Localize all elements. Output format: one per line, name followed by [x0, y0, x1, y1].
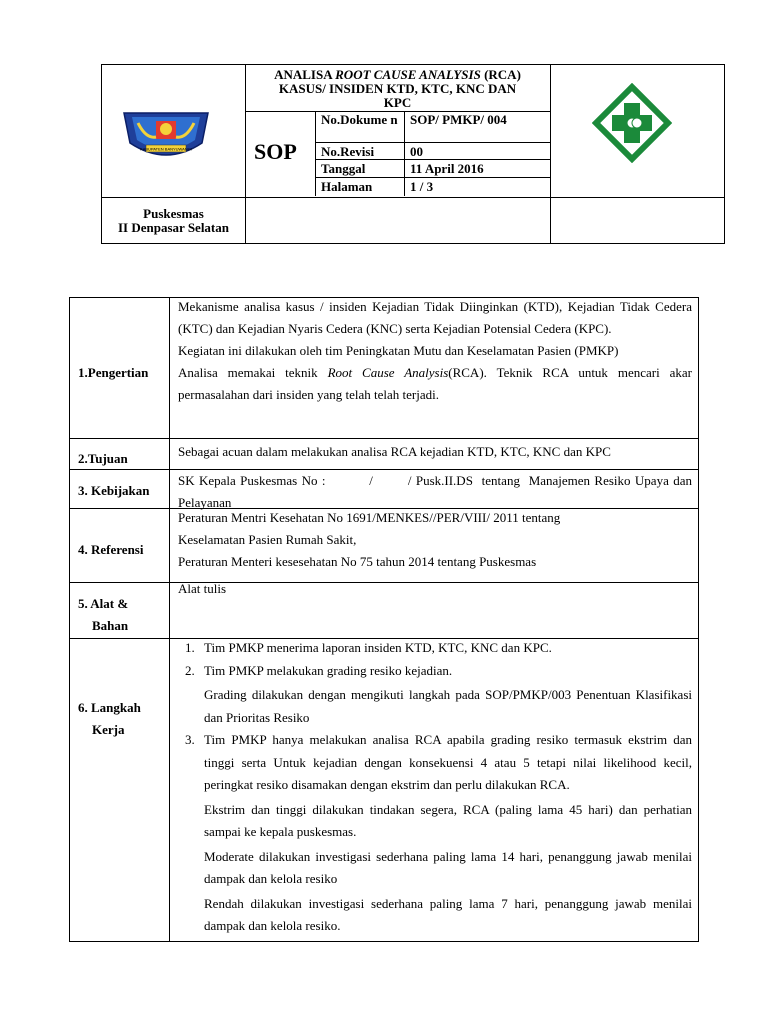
row-referensi [70, 509, 698, 583]
field-value-norevisi: 00 [410, 144, 423, 159]
field-key-tanggal: Tanggal [321, 161, 366, 176]
list-item: 1. Tim PMKP menerima laporan insiden KTD, KTC, KNC dan KPC. [198, 637, 692, 660]
regency-emblem-icon [120, 109, 212, 167]
row-kebijakan [70, 470, 698, 509]
text-kebijakan: SK Kepala Puskesmas No : / / Pusk.II.DS tentang Manajemen Resiko Upaya dan Pelayanan [178, 473, 696, 510]
list-item: 2. Tim PMKP melakukan grading resiko kejadian. Grading dilakukan dengan mengikuti langkah pada SOP/PMKP/003 Penentuan Klasifikasi dan Prioritas Resiko [198, 660, 692, 730]
puskesmas-logo-icon [592, 83, 672, 163]
field-key-nodokumen: No.Dokume n [321, 112, 398, 127]
row-alat-bahan [70, 583, 698, 639]
org-name: Puskesmas II Denpasar Selatan [117, 206, 229, 235]
text-referensi: Peraturan Mentri Kesehatan No 1691/MENKES//PER/VIII/ 2011 tentang Keselamatan Pasien Rumah Sakit, Peraturan Menteri kesesehatan No 75 tahun 2014 tentang Puskesmas [178, 510, 561, 569]
row-tujuan [70, 439, 698, 470]
row-langkah-kerja [70, 639, 698, 941]
sop-body-table [69, 297, 699, 942]
label-kebijakan: 3. Kebijakan [78, 483, 150, 498]
text-alat-bahan: Alat tulis [178, 581, 227, 596]
logo-caption: KABUPATEN BANYUWANGI [140, 146, 192, 152]
sop-label: SOP [254, 139, 297, 164]
text-tujuan: Sebagai acuan dalam melakukan analisa RCA kejadian KTD, KTC, KNC dan KPC [178, 444, 611, 459]
label-alat-bahan: 5. Alat & Bahan [78, 596, 129, 633]
header-table [101, 64, 725, 244]
label-pengertian: 1.Pengertian [78, 365, 149, 380]
doc-title: ANALISA ROOT CAUSE ANALYSIS (RCA) KASUS/ INSIDEN KTD, KTC, KNC DAN KPC [274, 67, 521, 110]
text-pengertian: Mekanisme analisa kasus / insiden Kejadian Tidak Diinginkan (KTD), Kejadian Tidak Cedera (KTC) dan Kejadian Nyaris Cedera (KNC) serta Kejadian Potensial Cedera (KPC). Kegiatan ini dilakukan oleh tim Peningkatan Mutu dan Keselamatan Pasien (PMKP) Analisa memakai teknik Root Cause Analysis(RCA). Teknik RCA untuk mencari akar permasalahan dari insiden yang telah telah terjadi. [178, 299, 692, 402]
field-key-halaman: Halaman [321, 179, 373, 194]
field-value-nodokumen: SOP/ PMKP/ 004 [410, 112, 507, 127]
label-referensi: 4. Referensi [78, 542, 144, 557]
label-tujuan: 2.Tujuan [78, 451, 128, 466]
label-langkah-kerja: 6. Langkah Kerja [78, 700, 141, 737]
text-langkah-kerja [178, 637, 692, 938]
row-pengertian [70, 298, 698, 439]
field-value-halaman: 1 / 3 [410, 179, 434, 194]
field-key-norevisi: No.Revisi [321, 144, 375, 159]
list-item: 3. Tim PMKP hanya melakukan analisa RCA apabila grading resiko termasuk ekstrim dan tinggi serta Untuk kejadian dengan konsekuensi 4 atau 5 tetapi nilai likelihood kecil, peringkat resiko disamakan dengan ekstrim dan perlu dilakukan RCA. Ekstrim dan tinggi dilakukan tindakan segera, RCA (paling lama 45 hari) dan perhatian sampai ke kepala puskesmas. Moderate dilakukan investigasi sederhana paling lama 14 hari, penanggung jawab menilai dampak dan kelola resiko Rendah dilakukan investigasi sederhana paling lama 7 hari, penanggung jawab menilai dampak dan kelola resiko. [198, 729, 692, 938]
field-value-tanggal: 11 April 2016 [410, 161, 484, 176]
